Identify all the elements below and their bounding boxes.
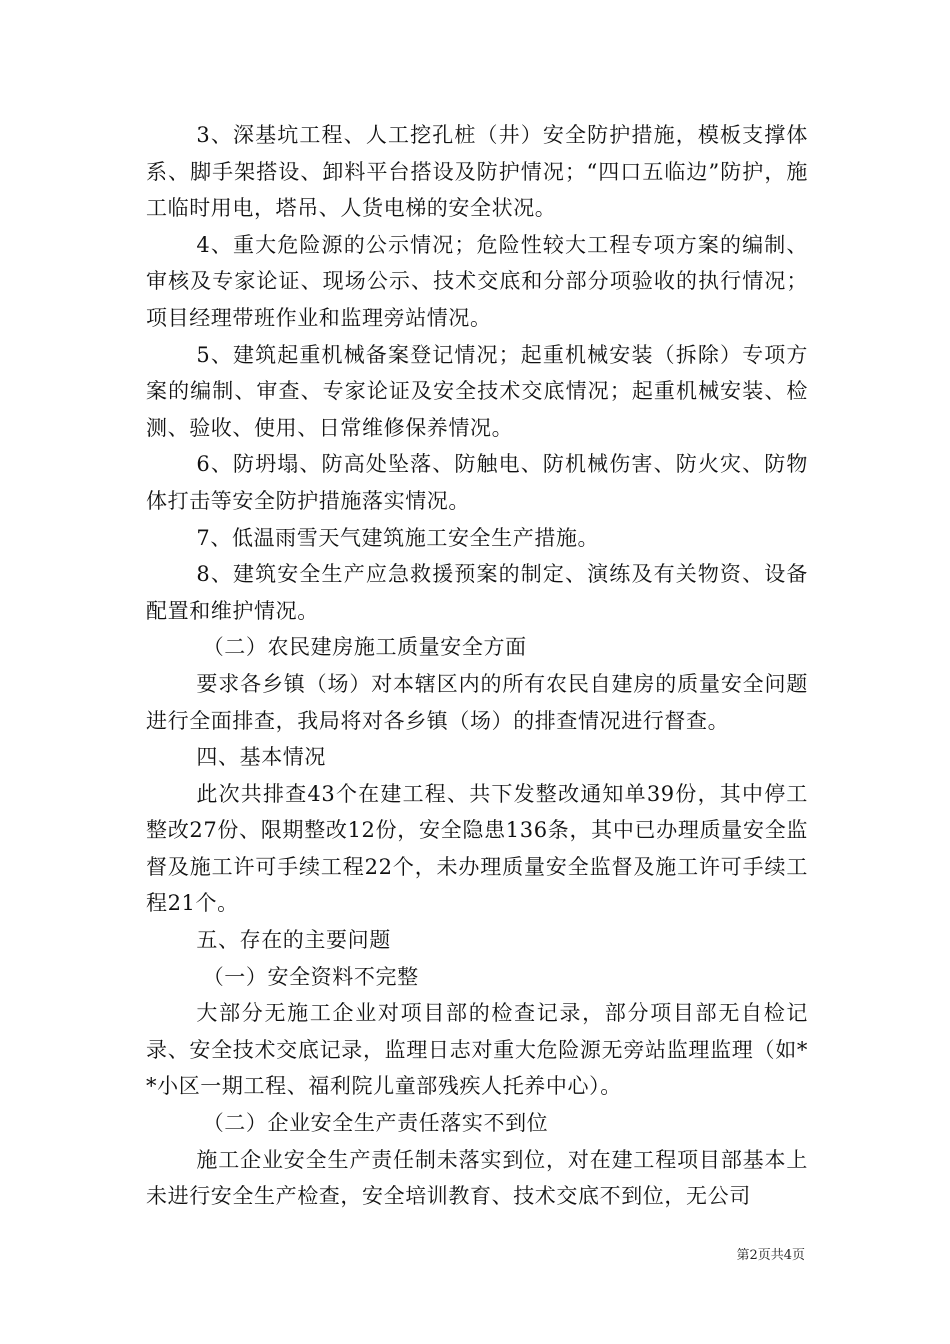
paragraph-item-7: 7、低温雨雪天气建筑施工安全生产措施。 [196,525,600,550]
paragraph-safety-documents: 大部分无施工企业对项目部的检查记录，部分项目部无自检记录、安全技术交底记录，监理日志对重大危险源无旁站监理监理（如**小区一期工程、福利院儿童部残疾人托养中心）。 [146,1001,808,1099]
page-number-footer: 第2页共4页 [736,1248,805,1263]
paragraph-basic-situation: 此次共排查43个在建工程、共下发整改通知单39份，其中停工整改27份、限期整改12份，安全隐患136条，其中已办理质量安全监督及施工许可手续工程22个，未办理质量安全监督及施工许可手续工程21个。 [146,781,808,916]
paragraph-item-6: 6、防坍塌、防高处坠落、防触电、防机械伤害、防火灾、防物体打击等安全防护措施落实情况。 [146,452,808,513]
section-heading-basic-situation: 四、基本情况 [196,745,326,770]
paragraph-responsibility: 施工企业安全生产责任制未落实到位，对在建工程项目部基本上未进行安全生产检查，安全培训教育、技术交底不到位，无公司 [146,1147,808,1209]
subheading-safety-documents: （一）安全资料不完整 [202,964,419,989]
subheading-responsibility: （二）企业安全生产责任落实不到位 [202,1111,549,1136]
section-heading-main-problems: 五、存在的主要问题 [196,928,391,953]
paragraph-item-5: 5、建筑起重机械备案登记情况；起重机械安装（拆除）专项方案的编制、审查、专家论证及安全技术交底情况；起重机械安装、检测、验收、使用、日常维修保养情况。 [146,342,808,440]
subheading-rural-housing: （二）农民建房施工质量安全方面 [202,635,527,660]
document-body [146,117,808,1215]
paragraph-rural-housing: 要求各乡镇（场）对本辖区内的所有农民自建房的质量安全问题进行全面排查，我局将对各乡镇（场）的排查情况进行督查。 [146,671,808,733]
paragraph-item-4: 4、重大危险源的公示情况；危险性较大工程专项方案的编制、审核及专家论证、现场公示、技术交底和分部分项验收的执行情况；项目经理带班作业和监理旁站情况。 [146,232,808,330]
paragraph-item-3: 3、深基坑工程、人工挖孔桩（井）安全防护措施，模板支撑体系、脚手架搭设、卸料平台搭设及防护情况；“四口五临边”防护，施工临时用电，塔吊、人货电梯的安全状况。 [146,123,808,221]
paragraph-item-8: 8、建筑安全生产应急救援预案的制定、演练及有关物资、设备配置和维护情况。 [146,562,808,623]
